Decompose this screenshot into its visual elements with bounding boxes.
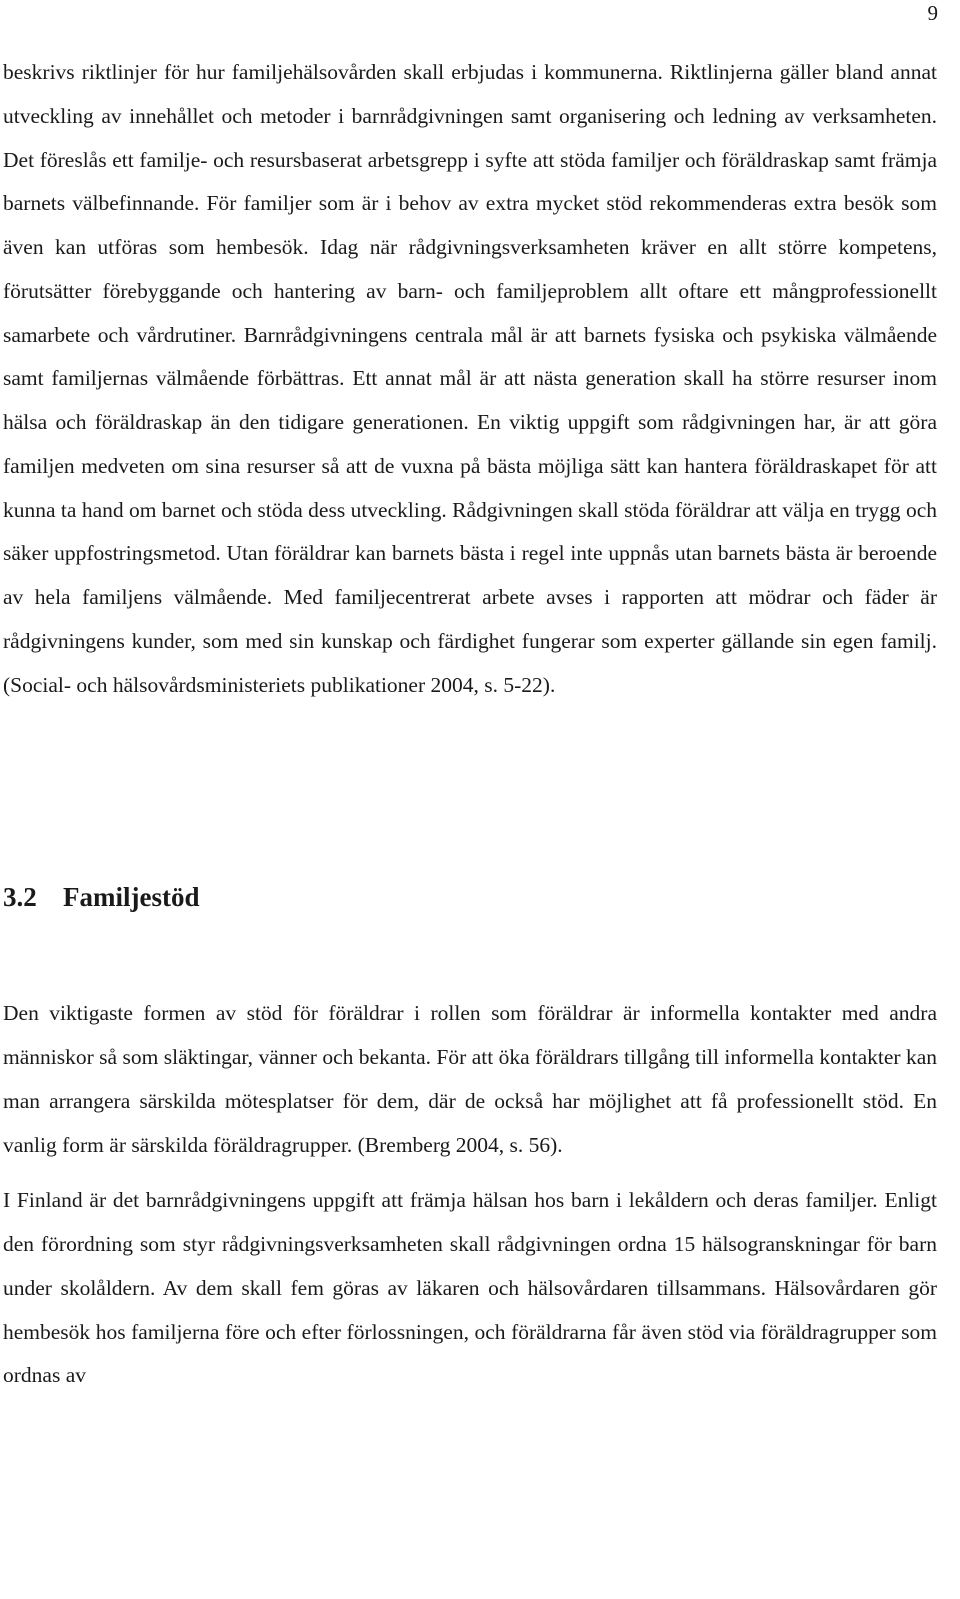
section-title: Familjestöd	[63, 882, 200, 913]
page-number: 9	[927, 1, 938, 25]
body-paragraph: Den viktigaste formen av stöd för föräldrar i rollen som föräldrar är informella kontakter med andra människor så som släktingar, vänner och bekanta. För att öka föräldrars tillgång till informella kontakter kan man arrangera särskilda mötesplatser för dem, där de också har möjlighet att få professionellt stöd. En vanlig form är särskilda föräldragrupper. (Bremberg 2004, s. 56).	[3, 1001, 937, 1157]
section-heading	[3, 880, 937, 914]
section-number: 3.2	[3, 882, 37, 913]
body-paragraph: beskrivs riktlinjer för hur familjehälsovården skall erbjudas i kommunerna. Riktlinjerna gäller bland annat utveckling av innehållet och metoder i barnrådgivningen samt organisering och ledning av verksamheten. Det föreslås ett familje- och resursbaserat arbetsgrepp i syfte att stöda familjer och föräldraskap samt främja barnets välbefinnande. För familjer som är i behov av extra mycket stöd rekommenderas extra besök som även kan utföras som hembesök. Idag när rådgivningsverksamheten kräver en allt större kompetens, förutsätter förebyggande och hantering av barn- och familjeproblem allt oftare ett mångprofessionellt samarbete och vårdrutiner. Barnrådgivningens centrala mål är att barnets fysiska och psykiska välmående samt familjernas välmående förbättras. Ett annat mål är att nästa generation skall ha större resurser inom hälsa och föräldraskap än den tidigare generationen. En viktig uppgift som rådgivningen har, är att göra familjen medveten om sina resurser så att de vuxna på bästa möjliga sätt kan hantera föräldraskapet för att kunna ta hand om barnet och stöda dess utveckling. Rådgivningen skall stöda föräldrar att välja en trygg och säker uppfostringsmetod. Utan föräldrar kan barnets bästa i regel inte uppnås utan barnets bästa är beroende av hela familjens välmående. Med familjecentrerat arbete avses i rapporten att mödrar och fäder är rådgivningens kunder, som med sin kunskap och färdighet fungerar som experter gällande sin egen familj. (Social- och hälsovårdsministeriets publikationer 2004, s. 5-22).	[3, 60, 937, 697]
page-body	[3, 51, 937, 1398]
spacer	[3, 1167, 937, 1179]
spacer	[3, 914, 937, 992]
spacer	[3, 707, 937, 880]
body-paragraph: I Finland är det barnrådgivningens uppgift att främja hälsan hos barn i lekåldern och deras familjer. Enligt den förordning som styr rådgivningsverksamheten skall rådgivningen ordna 15 hälsogranskningar för barn under skolåldern. Av dem skall fem göras av läkaren och hälsovårdaren tillsammans. Hälsovårdaren gör hembesök hos familjerna före och efter förlossningen, och föräldrarna får även stöd via föräldragrupper som ordnas av	[3, 1188, 937, 1388]
